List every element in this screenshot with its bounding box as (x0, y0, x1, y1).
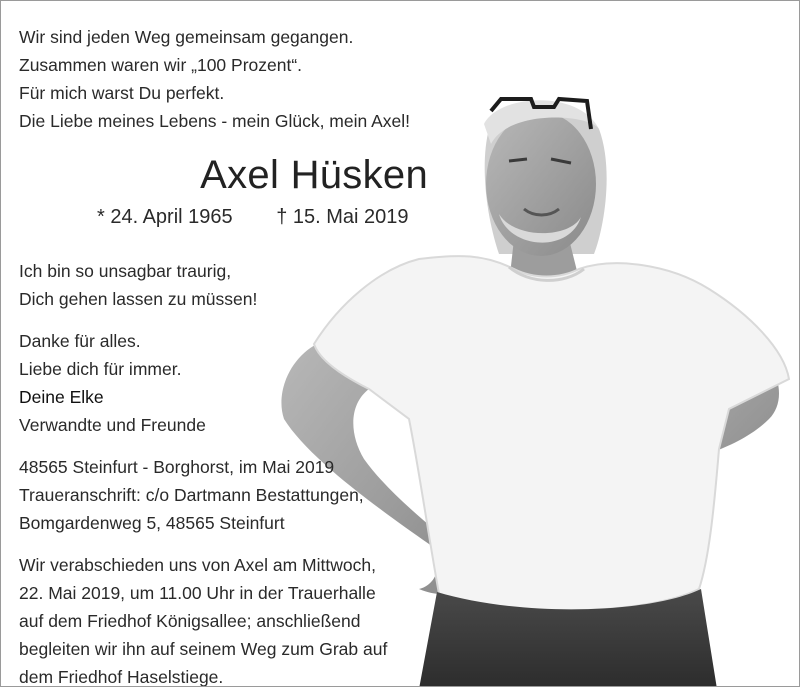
address-line: Traueranschrift: c/o Dartmann Bestattungen, (19, 485, 364, 505)
address-block (19, 453, 364, 537)
poem (19, 23, 410, 135)
funeral-line: begleiten wir ihn auf seinem Weg zum Grab auf (19, 639, 388, 659)
thanks-line: Liebe dich für immer. (19, 359, 182, 379)
poem-line: Zusammen waren wir „100 Prozent“. (19, 55, 303, 75)
grief-line: Dich gehen lassen zu müssen! (19, 289, 258, 309)
thanks-line: Danke für alles. (19, 331, 141, 351)
birth-date: * 24. April 1965 (97, 206, 233, 228)
grief-line: Ich bin so unsagbar traurig, (19, 261, 232, 281)
signature: Deine Elke (19, 387, 104, 407)
poem-line: Wir sind jeden Weg gemeinsam gegangen. (19, 27, 354, 47)
funeral-line: dem Friedhof Haselstiege. (19, 667, 224, 687)
deceased-name: Axel Hüsken (200, 153, 428, 197)
thanks-message (19, 327, 206, 439)
funeral-info (19, 551, 387, 687)
relatives: Verwandte und Freunde (19, 415, 206, 435)
poem-line: Für mich warst Du perfekt. (19, 83, 225, 103)
death-date: † 15. Mai 2019 (276, 206, 409, 228)
address-line: 48565 Steinfurt - Borghorst, im Mai 2019 (19, 457, 335, 477)
funeral-line: auf dem Friedhof Königsallee; anschließend (19, 611, 361, 631)
poem-line: Die Liebe meines Lebens - mein Glück, mein Axel! (19, 111, 411, 131)
funeral-line: 22. Mai 2019, um 11.00 Uhr in der Trauerhalle (19, 583, 376, 603)
address-line: Bomgardenweg 5, 48565 Steinfurt (19, 513, 285, 533)
grief-message (19, 257, 257, 313)
funeral-line: Wir verabschieden uns von Axel am Mittwoch, (19, 555, 376, 575)
life-dates (97, 206, 409, 229)
